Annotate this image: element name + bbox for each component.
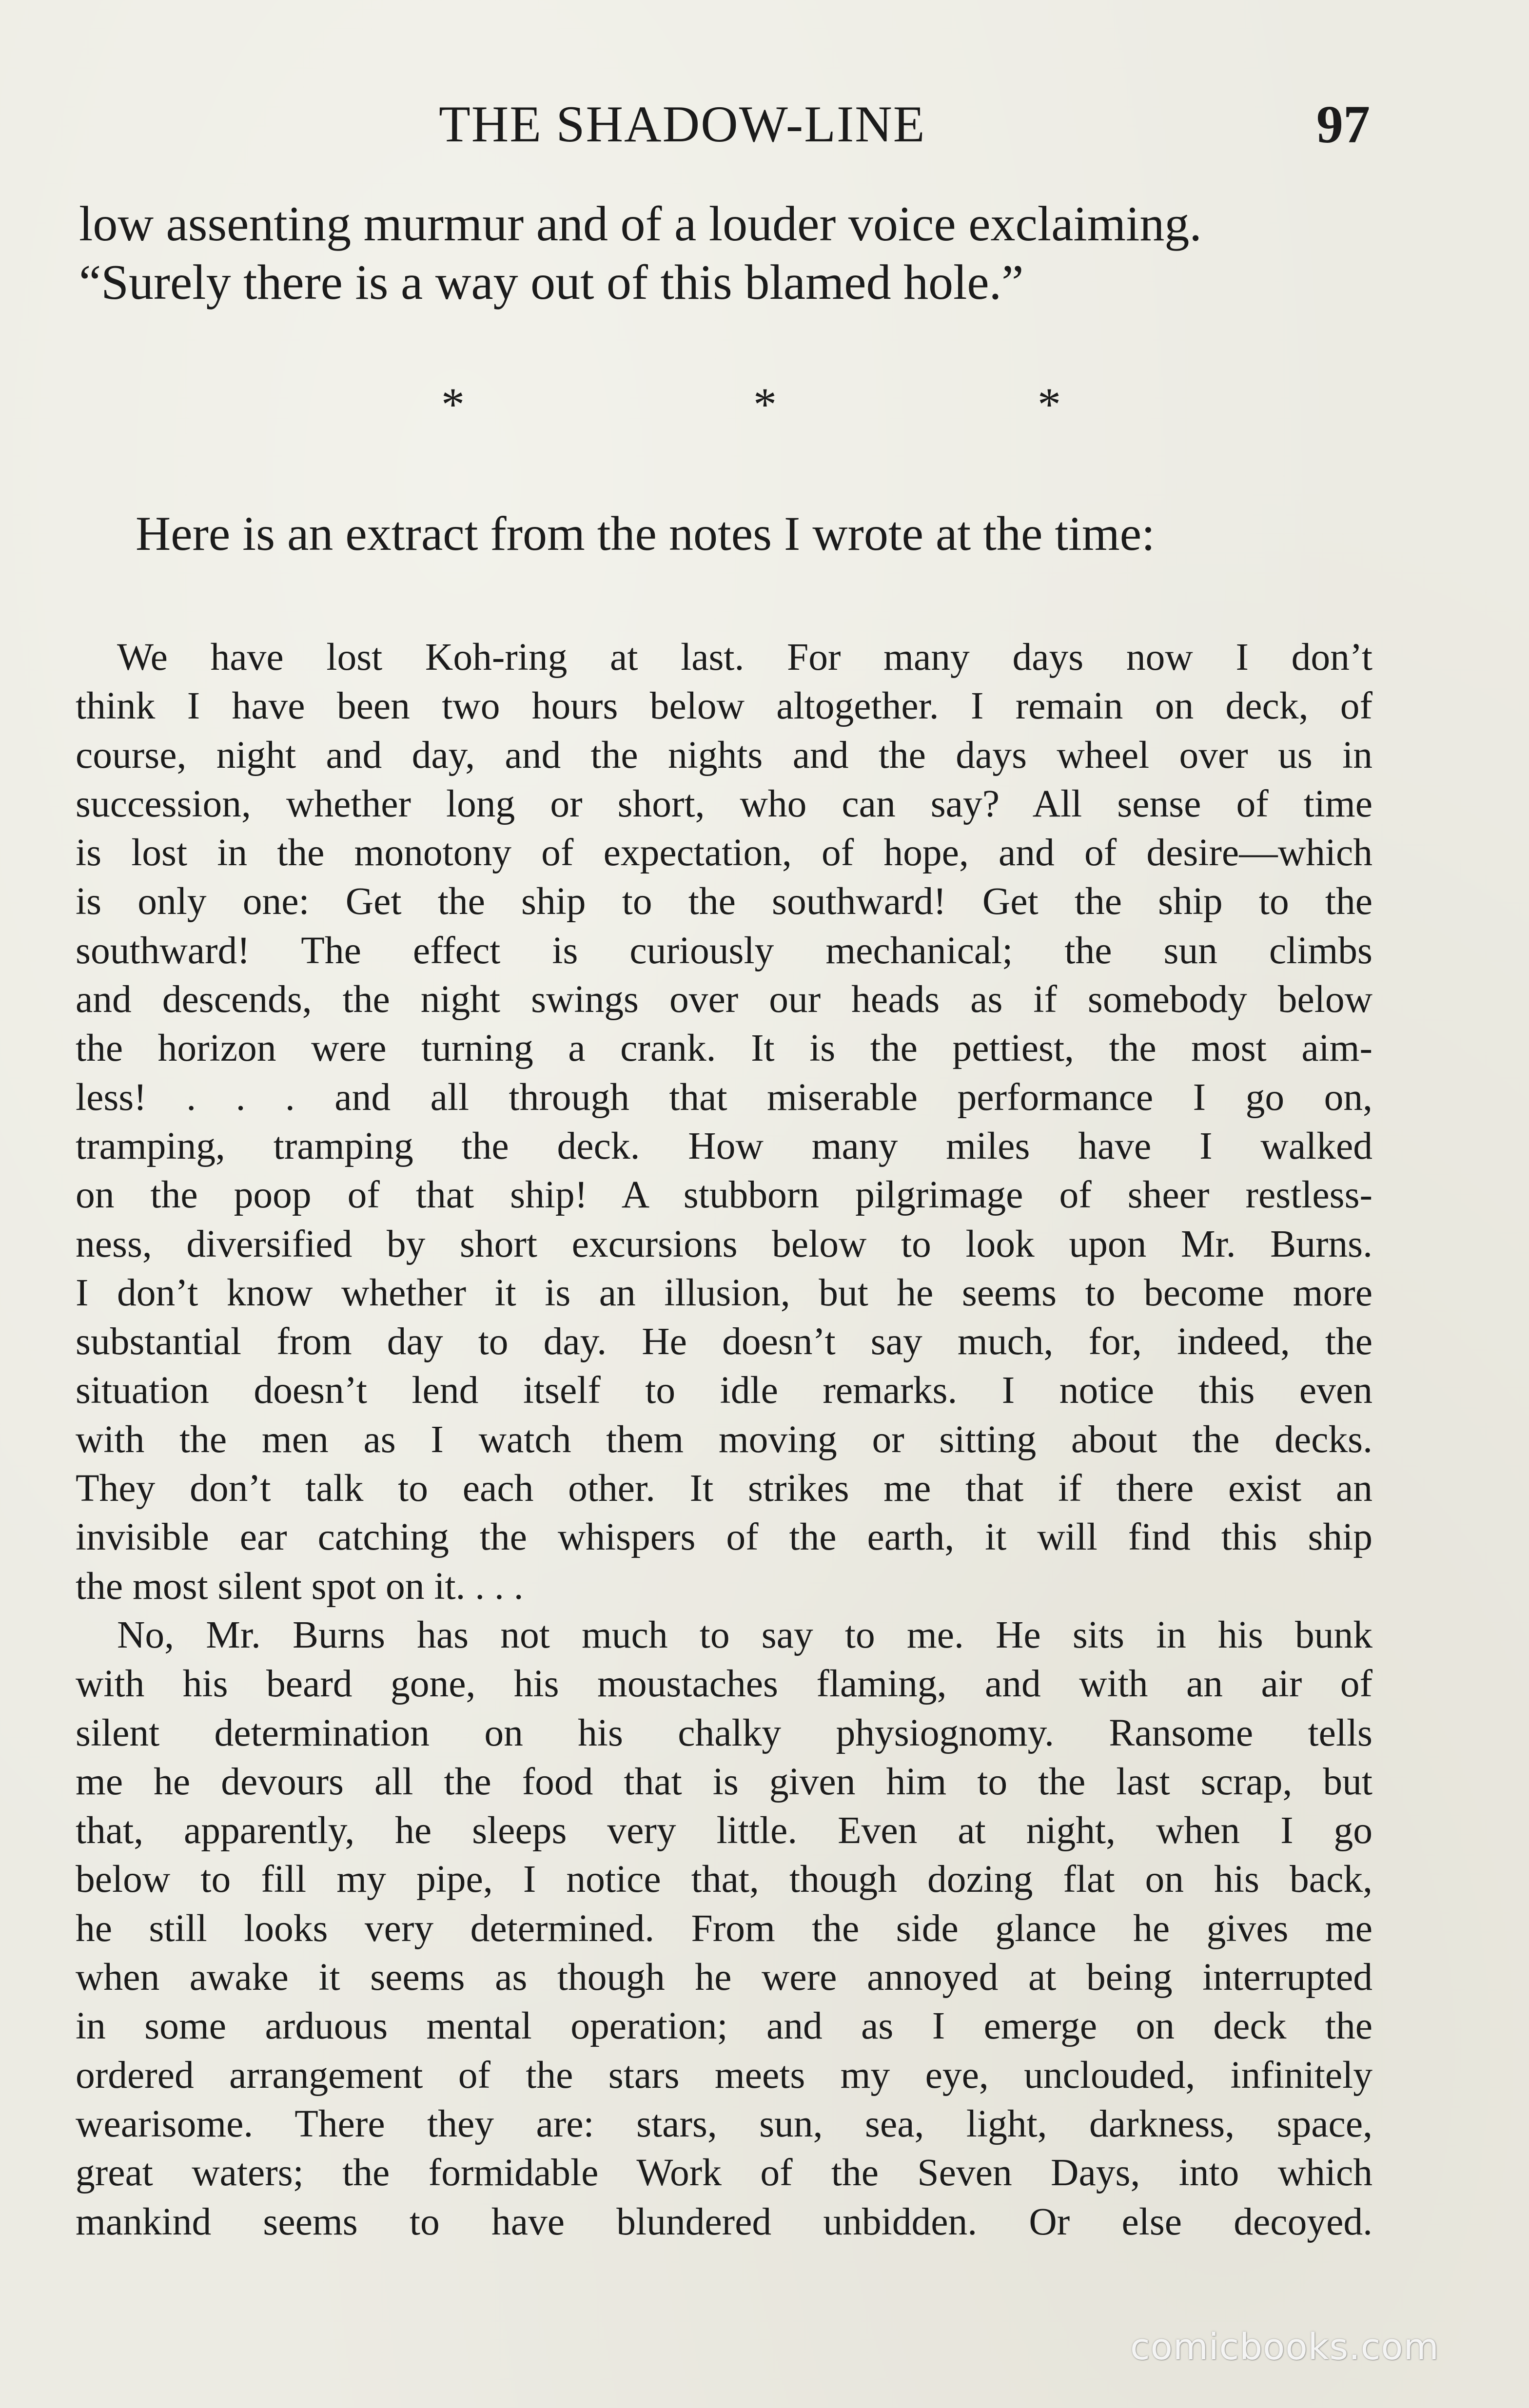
carry-over-paragraph — [79, 195, 1434, 312]
text-line: We have lost Koh-ring at last. For many days now I don’t — [117, 636, 1372, 679]
asterisk: * — [753, 378, 777, 430]
text-line: southward! The effect is curiously mechanical; the sun climbs — [76, 929, 1372, 972]
text-line: when awake it seems as though he were annoyed at being interrupted — [76, 1956, 1372, 1999]
text-line: below to fill my pipe, I notice that, though dozing flat on his back, — [76, 1858, 1372, 1901]
text-line: course, night and day, and the nights and the days wheel over us in — [76, 733, 1372, 777]
text-line: less! . . . and all through that miserable performance I go on, — [76, 1075, 1372, 1119]
text-line: the most silent spot on it. . . . — [76, 1564, 524, 1608]
text-line: silent determination on his chalky physiognomy. Ransome tells — [76, 1711, 1372, 1754]
watermark: comicbooks.com — [1130, 2326, 1439, 2368]
text-line: wearisome. There they are: stars, sun, sea, light, darkness, space, — [76, 2102, 1372, 2145]
text-line: tramping, tramping the deck. How many miles have I walked — [76, 1124, 1372, 1167]
section-break — [0, 375, 1529, 434]
text-line: with his beard gone, his moustaches flaming, and with an air of — [76, 1662, 1372, 1706]
text-line: situation doesn’t lend itself to idle remarks. I notice this even — [76, 1369, 1372, 1412]
text-line: and descends, the night swings over our heads as if somebody below — [76, 978, 1372, 1021]
text-line: ordered arrangement of the stars meets my eye, unclouded, infinitely — [76, 2053, 1372, 2097]
asterisk: * — [441, 378, 465, 430]
text-line: mankind seems to have blundered unbidden. Or else decoyed. — [76, 2200, 1372, 2243]
text-line: invisible ear catching the whispers of the earth, it will find this ship — [76, 1515, 1372, 1559]
text-line: is only one: Get the ship to the southward! Get the ship to the — [76, 880, 1372, 923]
text-line: that, apparently, he sleeps very little. Even at night, when I go — [76, 1809, 1372, 1852]
text-line: I don’t know whether it is an illusion, but he seems to become more — [76, 1271, 1372, 1314]
asterisk: * — [1038, 378, 1061, 430]
text-line: with the men as I watch them moving or sitting about the decks. — [76, 1418, 1372, 1461]
text-line: he still looks very determined. From the side glance he gives me — [76, 1906, 1372, 1950]
running-head — [0, 95, 1529, 154]
text-line: think I have been two hours below altogether. I remain on deck, of — [76, 684, 1372, 728]
intro-line: Here is an extract from the notes I wrote at the time: — [136, 506, 1155, 561]
page-number: 97 — [1316, 95, 1370, 154]
text-line: me he devours all the food that is given him to the last scrap, but — [76, 1760, 1372, 1803]
text-line: the horizon were turning a crank. It is the pettiest, the most aim- — [76, 1027, 1372, 1070]
running-title: THE SHADOW-LINE — [439, 96, 926, 153]
text-line: They don’t talk to each other. It strikes me that if there exist an — [76, 1467, 1372, 1510]
text-line: No, Mr. Burns has not much to say to me. He sits in his bunk — [117, 1613, 1372, 1656]
text-line: low assenting murmur and of a louder voice exclaiming. — [79, 196, 1202, 252]
text-line: ness, diversified by short excursions below to look upon Mr. Burns. — [76, 1222, 1372, 1265]
text-line: “Surely there is a way out of this blamed hole.” — [79, 255, 1024, 310]
text-line: great waters; the formidable Work of the Seven Days, into which — [76, 2151, 1372, 2194]
text-line: is lost in the monotony of expectation, of hope, and of desire—which — [76, 831, 1372, 874]
text-line: substantial from day to day. He doesn’t say much, for, indeed, the — [76, 1320, 1372, 1363]
text-line: on the poop of that ship! A stubborn pilgrimage of sheer restless- — [76, 1173, 1372, 1217]
notes-extract — [76, 633, 1372, 2246]
text-line: in some arduous mental operation; and as I emerge on deck the — [76, 2004, 1372, 2048]
text-line: succession, whether long or short, who can say? All sense of time — [76, 782, 1372, 825]
